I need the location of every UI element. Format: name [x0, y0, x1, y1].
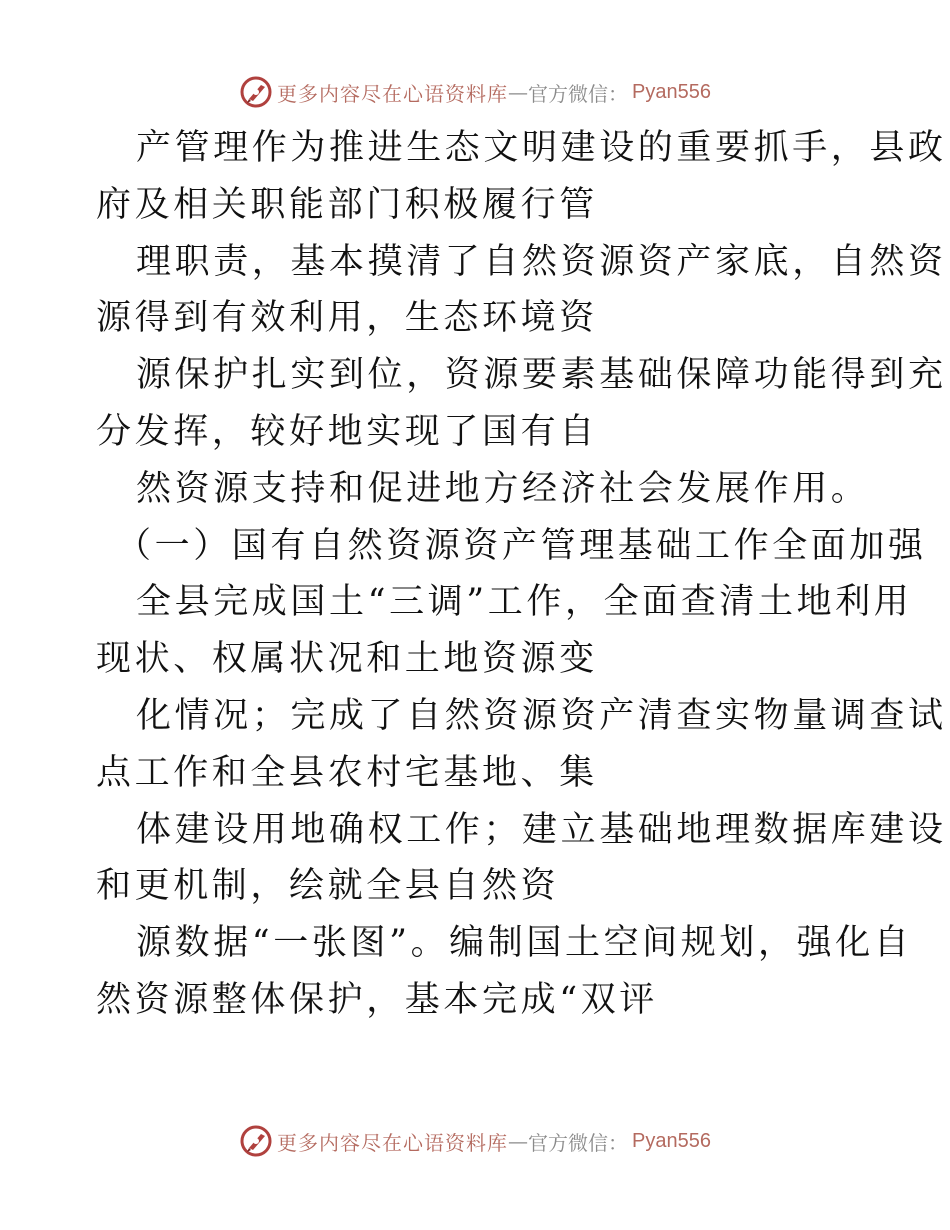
document-body [96, 120, 947, 1029]
text-line: 然资源整体保护，基本完成“双评 [96, 979, 658, 1020]
text-line: 源保护扎实到位，资源要素基础保障功能得到充 [136, 355, 947, 396]
pen-logo-icon [239, 75, 273, 109]
watermark-official-label: 官方微信： [528, 1130, 629, 1155]
text-line: 源数据“一张图”。编制国土空间规划，强化自 [136, 923, 913, 964]
text-line: 然资源支持和促进地方经济社会发展作用。 [136, 468, 870, 509]
text-line: 分发挥，较好地实现了国有自 [96, 411, 598, 452]
header-watermark [0, 72, 950, 112]
section-heading: （一）国有自然资源资产管理基础工作全面加强 [116, 525, 927, 566]
text-line: 理职责，基本摸清了自然资源资产家底，自然资 [136, 241, 947, 282]
watermark-separator: — [508, 1129, 529, 1153]
pen-logo-icon [239, 1124, 273, 1158]
text-line: 和更机制，绘就全县自然资 [96, 866, 560, 907]
text-line: 府及相关职能部门积极履行管 [96, 184, 598, 225]
text-line: 体建设用地确权工作；建立基础地理数据库建设 [136, 809, 947, 850]
footer-watermark [0, 1121, 950, 1161]
watermark-text: 更多内容尽在心语资料库 [277, 1130, 509, 1155]
text-line: 化情况；完成了自然资源资产清查实物量调查试 [136, 695, 947, 736]
watermark-wechat-id: Pyan556 [632, 1129, 711, 1152]
watermark-wechat-id: Pyan556 [632, 80, 711, 103]
text-line: 点工作和全县农村宅基地、集 [96, 752, 598, 793]
watermark-separator: — [508, 80, 529, 104]
text-line: 源得到有效利用，生态环境资 [96, 298, 598, 339]
watermark-text: 更多内容尽在心语资料库 [277, 81, 509, 106]
watermark-official-label: 官方微信： [528, 81, 629, 106]
text-line: 现状、权属状况和土地资源变 [96, 639, 598, 680]
text-line: 全县完成国土“三调”工作，全面查清土地利用 [136, 582, 913, 623]
text-line: 产管理作为推进生态文明建设的重要抓手，县政 [136, 128, 947, 168]
